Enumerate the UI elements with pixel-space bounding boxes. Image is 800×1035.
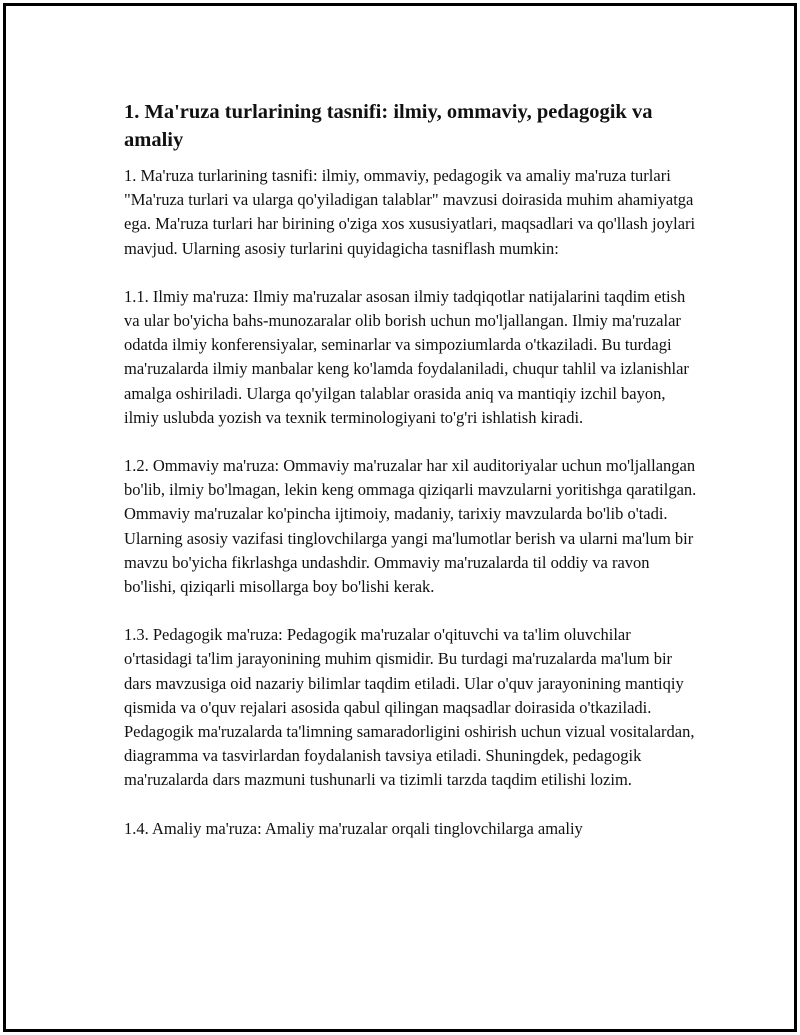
paragraph-intro: 1. Ma'ruza turlarining tasnifi: ilmiy, ommaviy, pedagogik va amaliy ma'ruza turlari "Ma'ruza turlari va ularga qo'yiladigan talablar" mavzusi doirasida muhim ahamiyatga ega. Ma'ruza turlari har birining o'ziga xos xususiyatlari, maqsadlari va qo'llash joylari mavjud. Ularning asosiy turlarini quyidagicha tasniflash mumkin: [124, 166, 696, 258]
paragraph-ilmiy-maruza: 1.1. Ilmiy ma'ruza: Ilmiy ma'ruzalar asosan ilmiy tadqiqotlar natijalarini taqdim etish va ular bo'yicha bahs-munozaralar olib borish uchun mo'ljallangan. Ilmiy ma'ruzalar odatda ilmiy konferensiyalar, seminarlar va simpoziumlarda o'tkaziladi. Bu turdagi ma'ruzalarda ilmiy manbalar keng ko'lamda foydalaniladi, chuqur tahlil va izlanishlar amalga oshiriladi. Ularga qo'yilgan talablar orasida aniq va mantiqiy izchil bayon, ilmiy uslubda yozish va texnik terminologiyani to'g'ri ishlatish kiradi. [124, 286, 689, 427]
document-page [3, 3, 797, 1032]
paragraph-ommaviy-maruza: 1.2. Ommaviy ma'ruza: Ommaviy ma'ruzalar har xil auditoriyalar uchun mo'ljallangan bo'lib, ilmiy bo'lmagan, lekin keng ommaga qiziqarli mavzularni yoritishga qaratilgan. Ommaviy ma'ruzalar ko'pincha ijtimoiy, madaniy, tarixiy mavzularda bo'lib o'tadi. Ularning asosiy vazifasi tinglovchilarga yangi ma'lumotlar berish va ularni ma'lum bir mavzu bo'yicha fikrlashga undashdir. Ommaviy ma'ruzalarda til oddiy va ravon bo'lishi, qiziqarli misollarga boy bo'lishi kerak. [124, 456, 697, 597]
document-body [124, 98, 699, 865]
paragraph-amaliy-maruza: 1.4. Amaliy ma'ruza: Amaliy ma'ruzalar orqali tinglovchilarga amaliy [124, 818, 583, 838]
paragraph-pedagogik-maruza: 1.3. Pedagogik ma'ruza: Pedagogik ma'ruzalar o'qituvchi va ta'lim oluvchilar o'rtasidagi ta'lim jarayonining muhim qismidir. Bu turdagi ma'ruzalarda ma'lum bir dars mavzusiga oid nazariy bilimlar taqdim etiladi. Ular o'quv jarayonining mantiqiy qismida va o'quv rejalari asosida qabul qilingan maqsadlar doirasida o'tkaziladi. Pedagogik ma'ruzalarda ta'limning samaradorligini oshirish uchun vizual vositalardan, diagramma va tasvirlardan foydalanish tavsiya etiladi. Shuningdek, pedagogik ma'ruzalarda dars mazmuni tushunarli va tizimli tarzda taqdim etilishi lozim. [124, 625, 695, 790]
section-title: 1. Ma'ruza turlarining tasnifi: ilmiy, ommaviy, pedagogik va amaliy [124, 101, 653, 151]
